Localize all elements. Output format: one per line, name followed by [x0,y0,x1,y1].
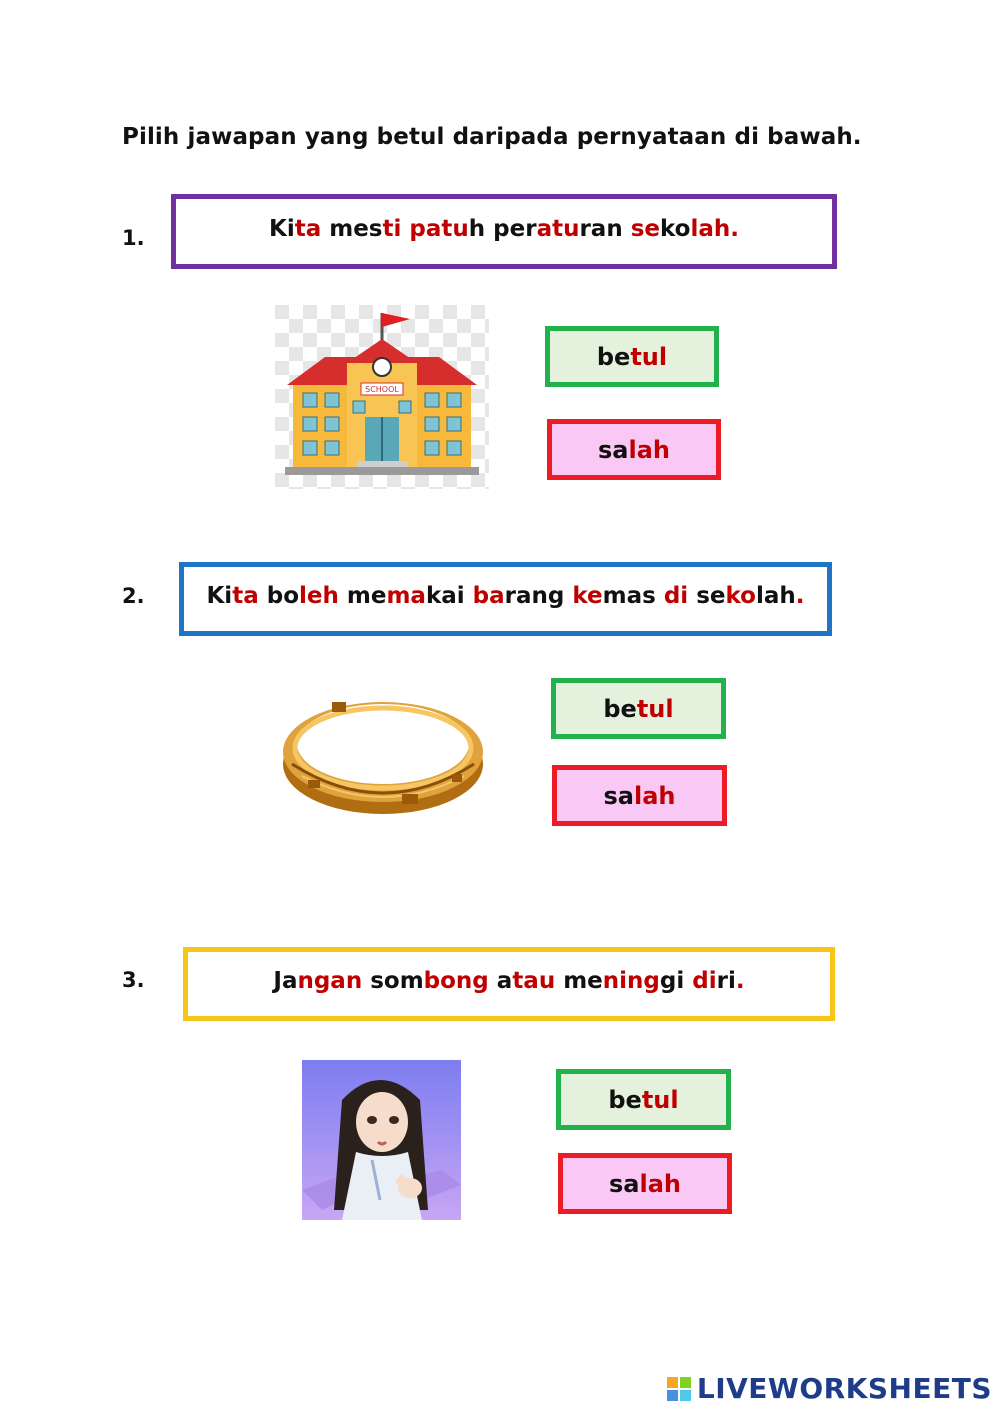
statement-syllable: . [795,583,805,609]
betul-label-part: tul [630,342,668,371]
statement-syllable: . [735,968,745,994]
statement-syllable: lah. [690,215,739,242]
statement-syllable: pa [409,215,442,242]
betul-button[interactable] [545,326,719,387]
salah-label-part: lah [639,1169,681,1198]
statement-syllable: ran [579,215,631,242]
salah-label-part: sa [598,435,629,464]
girl-pointing-image [302,1060,461,1220]
betul-label-part: be [603,694,637,723]
question-box [179,562,832,636]
salah-label-part: sa [609,1169,640,1198]
gold-bangle-image [272,682,494,822]
liveworksheets-logo [667,1372,992,1405]
statement-syllable: ri [716,968,736,994]
betul-button[interactable] [556,1069,731,1130]
statement-text [273,968,744,994]
statement-syllable: di [663,583,689,609]
statement-syllable: ning [602,968,660,994]
statement-syllable: kai [425,583,473,609]
instruction-text: Pilih jawapan yang betul daripada pernyataan di bawah. [122,124,862,150]
question-number: 2. [122,584,145,608]
statement-syllable: ba [472,583,505,609]
salah-button[interactable] [552,765,727,826]
statement-syllable: bong [423,968,489,994]
question-box [183,947,835,1021]
question-box [171,194,837,269]
salah-label-part: lah [633,781,676,810]
salah-label-part: lah [628,435,670,464]
salah-label-part: sa [603,781,634,810]
statement-syllable: ngan [297,968,363,994]
statement-syllable: rang [504,583,573,609]
betul-button[interactable] [551,678,726,739]
statement-syllable: ke [572,583,603,609]
statement-syllable: se [688,583,726,609]
logo-grid-icon [667,1377,691,1401]
statement-syllable: mes [321,215,383,242]
statement-syllable: Ki [269,215,295,242]
statement-syllable: atu [536,215,580,242]
betul-label-part: tul [641,1085,679,1114]
statement-syllable: ko [660,215,691,242]
statement-syllable: ko [725,583,756,609]
salah-button[interactable] [547,419,721,480]
statement-text [269,216,739,242]
statement-syllable: a [488,968,513,994]
betul-label-part: be [608,1085,642,1114]
statement-syllable: ti [382,215,402,242]
statement-syllable: me [338,583,387,609]
logo-text: LIVEWORKSHEETS [696,1372,992,1405]
statement-syllable: leh [299,583,339,609]
statement-syllable: Ki [206,583,233,609]
statement-syllable: tu [441,215,469,242]
statement-syllable: me [555,968,603,994]
school-building-image [275,305,489,489]
statement-syllable: ma [386,583,426,609]
svg-text:SCHOOL: SCHOOL [365,385,399,394]
question-number: 3. [122,968,145,992]
salah-button[interactable] [558,1153,732,1214]
statement-syllable: tau [512,968,556,994]
statement-syllable: som [362,968,424,994]
statement-syllable: ta [294,215,322,242]
statement-syllable: h per [468,215,537,242]
statement-syllable: se [630,215,660,242]
statement-syllable: lah [755,583,796,609]
statement-syllable: Ja [273,968,298,994]
betul-label-part: be [596,342,631,371]
statement-syllable: mas [602,583,664,609]
statement-syllable: gi [659,968,693,994]
statement-syllable: bo [258,583,299,609]
statement-syllable: di [692,968,717,994]
statement-syllable: ta [232,583,259,609]
statement-text [206,583,804,609]
question-number: 1. [122,226,145,250]
betul-label-part: tul [636,694,674,723]
